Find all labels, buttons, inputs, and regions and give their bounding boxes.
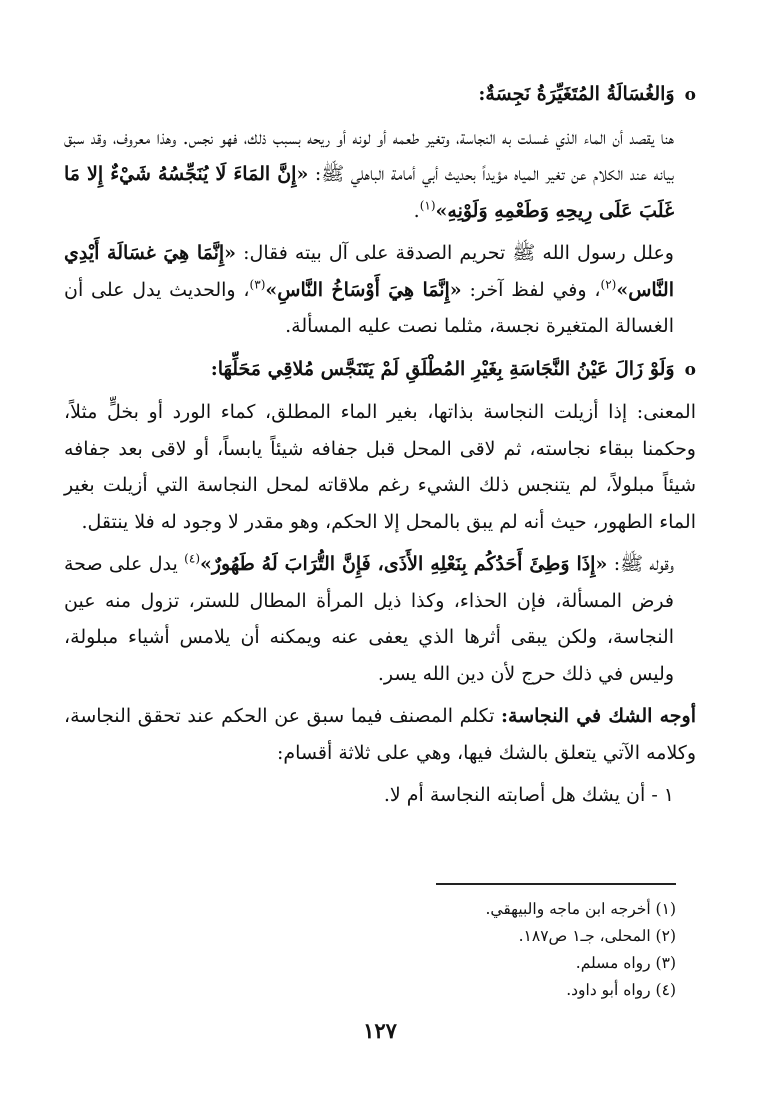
paragraph-end: . — [413, 199, 420, 222]
paragraph-meaning — [64, 394, 696, 540]
list-item-1 — [64, 777, 696, 814]
footnote-2: (٢) المحلى، جـ١ ص١٨٧. — [518, 927, 676, 945]
subheading-doubt: أوجه الشك في النجاسة: — [501, 705, 697, 727]
page-body — [64, 76, 696, 814]
paragraph-text: ، وفي لفظ آخر: — [469, 278, 601, 301]
section-heading-removal — [64, 351, 696, 389]
hadith-quote: «إِذَا وَطِئَ أَحَدُكُم بِنَعْلِهِ الأَذَى، فَإِنَّ التُّرَابَ لَهُ طَهُورٌ» — [200, 553, 608, 575]
footnote-3: (٣) رواه مسلم. — [575, 954, 676, 972]
paragraph-text: تكلم المصنف فيما سبق عن الحكم عند تحقق النجاسة، وكلامه الآتي يتعلق بالشك فيها، وهي على ثلاثة أقسام: — [64, 705, 696, 764]
paragraph-charity — [64, 235, 696, 345]
paragraph-washing-water — [64, 120, 696, 230]
paragraph-text: المعنى: إذا أزيلت النجاسة بذاتها، بغير الماء المطلق، كماء الورد أو بخلٍّ مثلاً، وحكمنا ببقاء نجاسته، ثم لاقى المحل قبل جفافه شيئاً يابساً، أو لاقى بعد جفافه شيئاً مبلولاً، لم يتنجس ذلك الشيء رغم ملاقاته لمحل النجاسة التي أزيلت بغير الماء الطهور، حيث أنه لم يبق بالمحل إلا الحكم، وهو مقدر لا وجود له فلا ينتقل. — [64, 401, 696, 533]
paragraph-doubt — [64, 698, 696, 771]
paragraph-text: هنا يقصد أن الماء الذي غسلت به النجاسة، وتغير طعمه أو لونه أو ريحه بسبب ذلك، فهو نجس. وهذا معروف، وقد سبق بيانه عند الكلام عن تغير المياه مؤيداً بحديث أبي أمامة الباهلي ﷺ: — [64, 126, 675, 185]
paragraph-text: يدل على صحة فرض المسألة، فإن الحذاء، وكذا ذيل المرأة المطال للستر، تزول منه عين النجاسة، ولكن يبقى أثرها الذي يعفى عنه ويمكنه أن يلامس أشياء مبلولة، وليس في ذلك حرج لأن دين الله يسر. — [64, 553, 674, 685]
section-heading-washing-water — [64, 76, 696, 114]
circle-bullet-icon: o — [684, 359, 696, 380]
page-number: ١٢٧ — [363, 1018, 397, 1043]
hadith-quote: «إِنَّمَا هِيَ أَوْسَاخُ النَّاسِ» — [265, 278, 462, 301]
circle-bullet-icon: o — [684, 85, 696, 105]
footnote-ref: (٤) — [184, 551, 200, 566]
footnote-divider — [436, 883, 676, 885]
hadith-quote: «إِنَّ المَاءَ لَا يُنَجِّسُهُ شَيْءٌ إِلا مَا غَلَبَ عَلَى رِيحِهِ وَطَعْمِهِ وَلَوْنِهِ» — [64, 163, 674, 222]
footnote-ref: (١) — [419, 198, 436, 213]
footnote-4: (٤) رواه أبو داود. — [566, 981, 676, 999]
paragraph-text: ، والحديث يدل على أن الغسالة المتغيرة نجسة، مثلما نصت عليه المسألة. — [64, 278, 674, 337]
paragraph-sandal — [64, 546, 696, 692]
footnotes — [400, 896, 676, 1004]
list-item-text: ١ - أن يشك هل أصابته النجاسة أم لا. — [383, 784, 674, 806]
heading-text: وَالغُسَالَةُ المُتَغَيِّرَةُ نَجِسَةٌ: — [478, 83, 675, 105]
paragraph-text: وعلل رسول الله ﷺ تحريم الصدقة على آل بيته فقال: — [243, 242, 674, 264]
paragraph-text: وقوله ﷺ: — [613, 553, 674, 575]
footnote-ref: (٣) — [249, 277, 266, 292]
hadith-quote: «إِنَّمَا هِيَ غسَالَة أَيْدِي النَّاس» — [64, 242, 674, 301]
footnote-1: (١) أخرجه ابن ماجه والبيهقي. — [485, 900, 676, 918]
heading-text: وَلَوْ زَالَ عَيْنُ النَّجَاسَةِ بِغَيْرِ المُطْلَقِ لَمْ يَتَنَجَّس مُلاقِي مَحَلِّهَا: — [210, 357, 675, 380]
footnote-ref: (٢) — [600, 277, 617, 292]
